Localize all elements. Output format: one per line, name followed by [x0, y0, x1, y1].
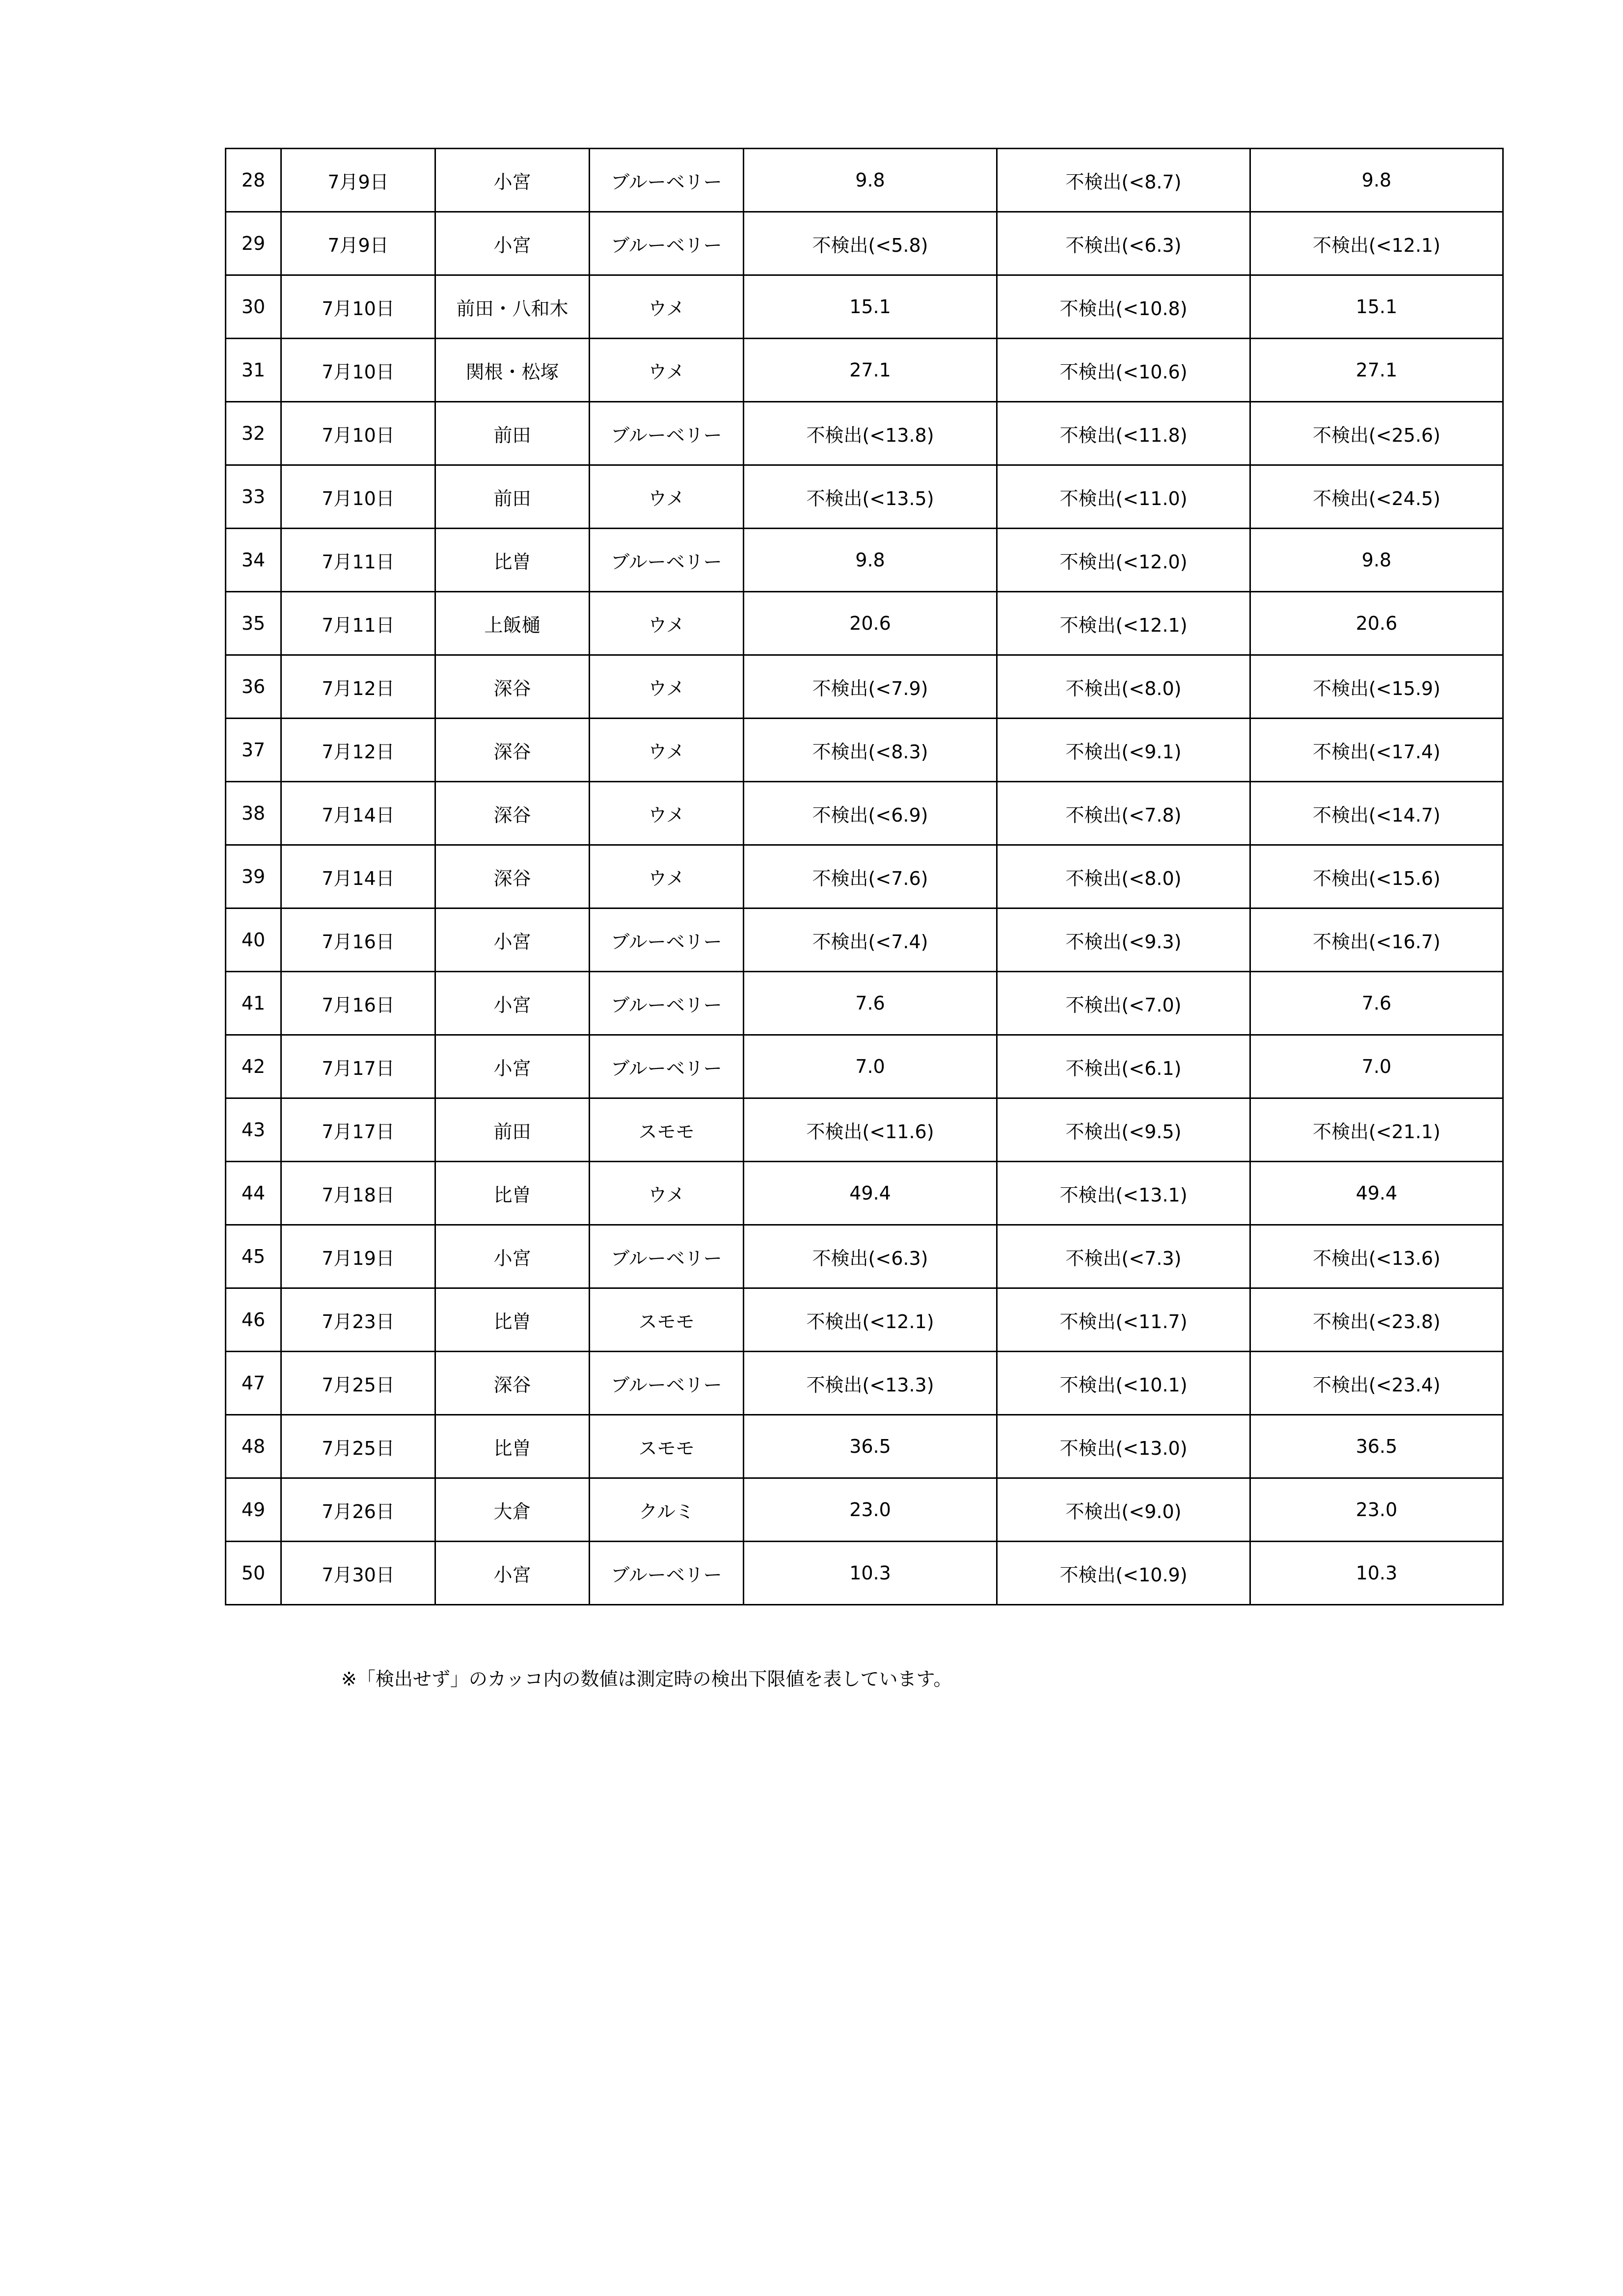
- table-row: [226, 1035, 1503, 1098]
- date-cell: 7月25日: [281, 1352, 435, 1415]
- row-number-cell: 46: [226, 1288, 281, 1352]
- value-cell-a: 36.5: [744, 1415, 997, 1478]
- value-cell-a: 9.8: [744, 149, 997, 212]
- item-cell: ブルーベリー: [590, 1225, 744, 1288]
- location-cell: 比曽: [435, 1162, 590, 1225]
- date-cell: 7月16日: [281, 972, 435, 1035]
- row-number-cell: 34: [226, 529, 281, 592]
- value-cell-b: 不検出(<7.8): [997, 782, 1250, 845]
- date-cell: 7月17日: [281, 1035, 435, 1098]
- date-cell: 7月10日: [281, 465, 435, 529]
- table-row: [226, 1352, 1503, 1415]
- item-cell: ウメ: [590, 655, 744, 719]
- value-cell-a: 49.4: [744, 1162, 997, 1225]
- item-cell: ウメ: [590, 275, 744, 339]
- date-cell: 7月11日: [281, 592, 435, 655]
- row-number-cell: 49: [226, 1478, 281, 1542]
- item-cell: ウメ: [590, 1162, 744, 1225]
- date-cell: 7月23日: [281, 1288, 435, 1352]
- value-cell-b: 不検出(<12.0): [997, 529, 1250, 592]
- table-row: [226, 1542, 1503, 1605]
- row-number-cell: 35: [226, 592, 281, 655]
- value-cell-b: 不検出(<8.7): [997, 149, 1250, 212]
- table-row: [226, 1288, 1503, 1352]
- location-cell: 前田: [435, 402, 590, 465]
- item-cell: ブルーベリー: [590, 402, 744, 465]
- item-cell: ブルーベリー: [590, 529, 744, 592]
- value-cell-b: 不検出(<9.1): [997, 719, 1250, 782]
- location-cell: 上飯樋: [435, 592, 590, 655]
- table-row: [226, 529, 1503, 592]
- location-cell: 比曽: [435, 1288, 590, 1352]
- row-number-cell: 37: [226, 719, 281, 782]
- total-cell: 7.0: [1250, 1035, 1503, 1098]
- table-row: [226, 1225, 1503, 1288]
- value-cell-b: 不検出(<11.8): [997, 402, 1250, 465]
- row-number-cell: 36: [226, 655, 281, 719]
- total-cell: 10.3: [1250, 1542, 1503, 1605]
- item-cell: ブルーベリー: [590, 1542, 744, 1605]
- value-cell-a: 不検出(<11.6): [744, 1098, 997, 1162]
- total-cell: 23.0: [1250, 1478, 1503, 1542]
- value-cell-a: 7.6: [744, 972, 997, 1035]
- value-cell-a: 10.3: [744, 1542, 997, 1605]
- row-number-cell: 39: [226, 845, 281, 908]
- location-cell: 大倉: [435, 1478, 590, 1542]
- total-cell: 不検出(<23.8): [1250, 1288, 1503, 1352]
- value-cell-b: 不検出(<8.0): [997, 655, 1250, 719]
- item-cell: ウメ: [590, 845, 744, 908]
- table-row: [226, 402, 1503, 465]
- item-cell: スモモ: [590, 1415, 744, 1478]
- total-cell: 不検出(<25.6): [1250, 402, 1503, 465]
- date-cell: 7月12日: [281, 719, 435, 782]
- value-cell-a: 20.6: [744, 592, 997, 655]
- item-cell: ブルーベリー: [590, 908, 744, 972]
- date-cell: 7月19日: [281, 1225, 435, 1288]
- value-cell-a: 不検出(<13.8): [744, 402, 997, 465]
- item-cell: ウメ: [590, 782, 744, 845]
- item-cell: ブルーベリー: [590, 1035, 744, 1098]
- value-cell-a: 9.8: [744, 529, 997, 592]
- total-cell: 不検出(<13.6): [1250, 1225, 1503, 1288]
- table-row: [226, 1415, 1503, 1478]
- total-cell: 9.8: [1250, 149, 1503, 212]
- value-cell-b: 不検出(<6.3): [997, 212, 1250, 275]
- value-cell-b: 不検出(<9.3): [997, 908, 1250, 972]
- value-cell-a: 不検出(<7.6): [744, 845, 997, 908]
- date-cell: 7月26日: [281, 1478, 435, 1542]
- value-cell-a: 不検出(<6.3): [744, 1225, 997, 1288]
- item-cell: ウメ: [590, 719, 744, 782]
- row-number-cell: 45: [226, 1225, 281, 1288]
- value-cell-a: 不検出(<5.8): [744, 212, 997, 275]
- item-cell: スモモ: [590, 1288, 744, 1352]
- row-number-cell: 43: [226, 1098, 281, 1162]
- total-cell: 不検出(<23.4): [1250, 1352, 1503, 1415]
- value-cell-a: 不検出(<7.9): [744, 655, 997, 719]
- value-cell-b: 不検出(<11.0): [997, 465, 1250, 529]
- value-cell-b: 不検出(<10.9): [997, 1542, 1250, 1605]
- value-cell-b: 不検出(<13.1): [997, 1162, 1250, 1225]
- location-cell: 前田: [435, 465, 590, 529]
- date-cell: 7月10日: [281, 402, 435, 465]
- location-cell: 深谷: [435, 1352, 590, 1415]
- value-cell-a: 不検出(<13.5): [744, 465, 997, 529]
- location-cell: 比曽: [435, 529, 590, 592]
- total-cell: 不検出(<17.4): [1250, 719, 1503, 782]
- table-row: [226, 212, 1503, 275]
- location-cell: 深谷: [435, 719, 590, 782]
- value-cell-b: 不検出(<13.0): [997, 1415, 1250, 1478]
- date-cell: 7月25日: [281, 1415, 435, 1478]
- row-number-cell: 47: [226, 1352, 281, 1415]
- table-row: [226, 592, 1503, 655]
- table-row: [226, 845, 1503, 908]
- value-cell-b: 不検出(<10.6): [997, 339, 1250, 402]
- table-row: [226, 465, 1503, 529]
- value-cell-a: 不検出(<7.4): [744, 908, 997, 972]
- date-cell: 7月11日: [281, 529, 435, 592]
- location-cell: 深谷: [435, 845, 590, 908]
- total-cell: 不検出(<24.5): [1250, 465, 1503, 529]
- total-cell: 27.1: [1250, 339, 1503, 402]
- total-cell: 15.1: [1250, 275, 1503, 339]
- location-cell: 小宮: [435, 1225, 590, 1288]
- date-cell: 7月12日: [281, 655, 435, 719]
- row-number-cell: 50: [226, 1542, 281, 1605]
- location-cell: 小宮: [435, 1542, 590, 1605]
- date-cell: 7月9日: [281, 149, 435, 212]
- date-cell: 7月14日: [281, 782, 435, 845]
- table-row: [226, 655, 1503, 719]
- row-number-cell: 28: [226, 149, 281, 212]
- value-cell-b: 不検出(<7.3): [997, 1225, 1250, 1288]
- total-cell: 不検出(<12.1): [1250, 212, 1503, 275]
- table-row: [226, 1162, 1503, 1225]
- date-cell: 7月9日: [281, 212, 435, 275]
- value-cell-b: 不検出(<9.0): [997, 1478, 1250, 1542]
- date-cell: 7月17日: [281, 1098, 435, 1162]
- item-cell: クルミ: [590, 1478, 744, 1542]
- value-cell-a: 不検出(<8.3): [744, 719, 997, 782]
- location-cell: 小宮: [435, 908, 590, 972]
- row-number-cell: 44: [226, 1162, 281, 1225]
- location-cell: 小宮: [435, 972, 590, 1035]
- total-cell: 不検出(<15.6): [1250, 845, 1503, 908]
- value-cell-b: 不検出(<12.1): [997, 592, 1250, 655]
- item-cell: ブルーベリー: [590, 972, 744, 1035]
- row-number-cell: 40: [226, 908, 281, 972]
- location-cell: 前田: [435, 1098, 590, 1162]
- value-cell-a: 不検出(<13.3): [744, 1352, 997, 1415]
- value-cell-b: 不検出(<8.0): [997, 845, 1250, 908]
- date-cell: 7月10日: [281, 275, 435, 339]
- value-cell-a: 15.1: [744, 275, 997, 339]
- date-cell: 7月30日: [281, 1542, 435, 1605]
- row-number-cell: 32: [226, 402, 281, 465]
- total-cell: 36.5: [1250, 1415, 1503, 1478]
- item-cell: ブルーベリー: [590, 212, 744, 275]
- row-number-cell: 31: [226, 339, 281, 402]
- value-cell-a: 27.1: [744, 339, 997, 402]
- table-body: [226, 149, 1503, 1605]
- location-cell: 小宮: [435, 1035, 590, 1098]
- date-cell: 7月16日: [281, 908, 435, 972]
- value-cell-a: 不検出(<12.1): [744, 1288, 997, 1352]
- row-number-cell: 38: [226, 782, 281, 845]
- value-cell-a: 不検出(<6.9): [744, 782, 997, 845]
- value-cell-b: 不検出(<11.7): [997, 1288, 1250, 1352]
- footnote: ※「検出せず」のカッコ内の数値は測定時の検出下限値を表しています。: [341, 1668, 952, 1690]
- table-row: [226, 719, 1503, 782]
- row-number-cell: 41: [226, 972, 281, 1035]
- item-cell: ブルーベリー: [590, 149, 744, 212]
- row-number-cell: 42: [226, 1035, 281, 1098]
- table-row: [226, 149, 1503, 212]
- row-number-cell: 33: [226, 465, 281, 529]
- table-row: [226, 972, 1503, 1035]
- total-cell: 不検出(<14.7): [1250, 782, 1503, 845]
- location-cell: 小宮: [435, 149, 590, 212]
- item-cell: ブルーベリー: [590, 1352, 744, 1415]
- table-row: [226, 908, 1503, 972]
- total-cell: 不検出(<15.9): [1250, 655, 1503, 719]
- location-cell: 深谷: [435, 655, 590, 719]
- results-table: [225, 148, 1504, 1605]
- value-cell-a: 7.0: [744, 1035, 997, 1098]
- total-cell: 49.4: [1250, 1162, 1503, 1225]
- table-row: [226, 782, 1503, 845]
- location-cell: 前田・八和木: [435, 275, 590, 339]
- value-cell-b: 不検出(<10.1): [997, 1352, 1250, 1415]
- row-number-cell: 30: [226, 275, 281, 339]
- date-cell: 7月18日: [281, 1162, 435, 1225]
- row-number-cell: 48: [226, 1415, 281, 1478]
- row-number-cell: 29: [226, 212, 281, 275]
- item-cell: ウメ: [590, 592, 744, 655]
- location-cell: 比曽: [435, 1415, 590, 1478]
- location-cell: 関根・松塚: [435, 339, 590, 402]
- table-row: [226, 1478, 1503, 1542]
- location-cell: 深谷: [435, 782, 590, 845]
- total-cell: 7.6: [1250, 972, 1503, 1035]
- item-cell: ウメ: [590, 339, 744, 402]
- table-row: [226, 1098, 1503, 1162]
- table-row: [226, 275, 1503, 339]
- value-cell-b: 不検出(<9.5): [997, 1098, 1250, 1162]
- item-cell: スモモ: [590, 1098, 744, 1162]
- value-cell-b: 不検出(<6.1): [997, 1035, 1250, 1098]
- item-cell: ウメ: [590, 465, 744, 529]
- date-cell: 7月10日: [281, 339, 435, 402]
- table-row: [226, 339, 1503, 402]
- total-cell: 不検出(<16.7): [1250, 908, 1503, 972]
- location-cell: 小宮: [435, 212, 590, 275]
- value-cell-b: 不検出(<10.8): [997, 275, 1250, 339]
- total-cell: 20.6: [1250, 592, 1503, 655]
- value-cell-a: 23.0: [744, 1478, 997, 1542]
- value-cell-b: 不検出(<7.0): [997, 972, 1250, 1035]
- date-cell: 7月14日: [281, 845, 435, 908]
- total-cell: 不検出(<21.1): [1250, 1098, 1503, 1162]
- total-cell: 9.8: [1250, 529, 1503, 592]
